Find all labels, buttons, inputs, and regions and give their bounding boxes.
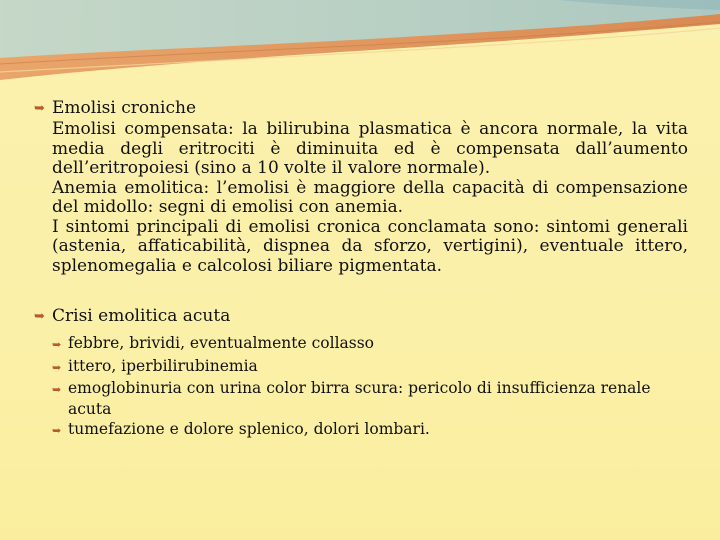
- section-heading: [34, 97, 688, 120]
- symptom-list: [52, 333, 688, 442]
- wavy-arrow-bullet-icon: ➥: [52, 383, 62, 396]
- top-decoration: [0, 0, 720, 90]
- wavy-arrow-bullet-icon: ➥: [52, 338, 62, 351]
- paragraph: I sintomi principali di emolisi cronica conclamata sono: sintomi generali (astenia, affaticabilità, dispnea da sforzo, vertigini), eventuale ittero, splenomegalia e calcolosi biliare pigmentata.: [52, 216, 688, 276]
- spacer: [34, 276, 688, 305]
- paragraph: Anemia emolitica: l’emolisi è maggiore della capacità di compensazione del midollo: segni di emolisi con anemia.: [52, 177, 688, 217]
- list-item-text: emoglobinuria con urina color birra scura: pericolo di insufficienza renale acuta: [68, 379, 651, 418]
- paragraph: Emolisi compensata: la bilirubina plasmatica è ancora normale, la vita media degli eritrociti è diminuita ed è compensata dall’aumento dell’eritropoiesi (sino a 10 volte il valore normale).: [52, 119, 688, 178]
- list-item: [52, 333, 688, 356]
- list-item: [52, 378, 688, 419]
- list-item-text: ittero, iperbilirubinemia: [68, 356, 258, 375]
- wavy-arrow-bullet-icon: ➥: [52, 424, 62, 437]
- list-item: [52, 356, 688, 379]
- list-item: [52, 419, 688, 442]
- list-item-text: febbre, brividi, eventualmente collasso: [68, 334, 375, 352]
- section-heading-text: Emolisi croniche: [52, 98, 197, 118]
- section-heading-text: Crisi emolitica acuta: [52, 306, 231, 326]
- wavy-arrow-bullet-icon: ➥: [52, 360, 62, 374]
- wavy-arrow-bullet-icon: ➥: [34, 309, 45, 324]
- list-item-text: tumefazione e dolore splenico, dolori lombari.: [68, 420, 430, 438]
- slide-content: [34, 97, 688, 442]
- wavy-arrow-bullet-icon: ➥: [34, 101, 45, 116]
- section-heading: [34, 305, 688, 328]
